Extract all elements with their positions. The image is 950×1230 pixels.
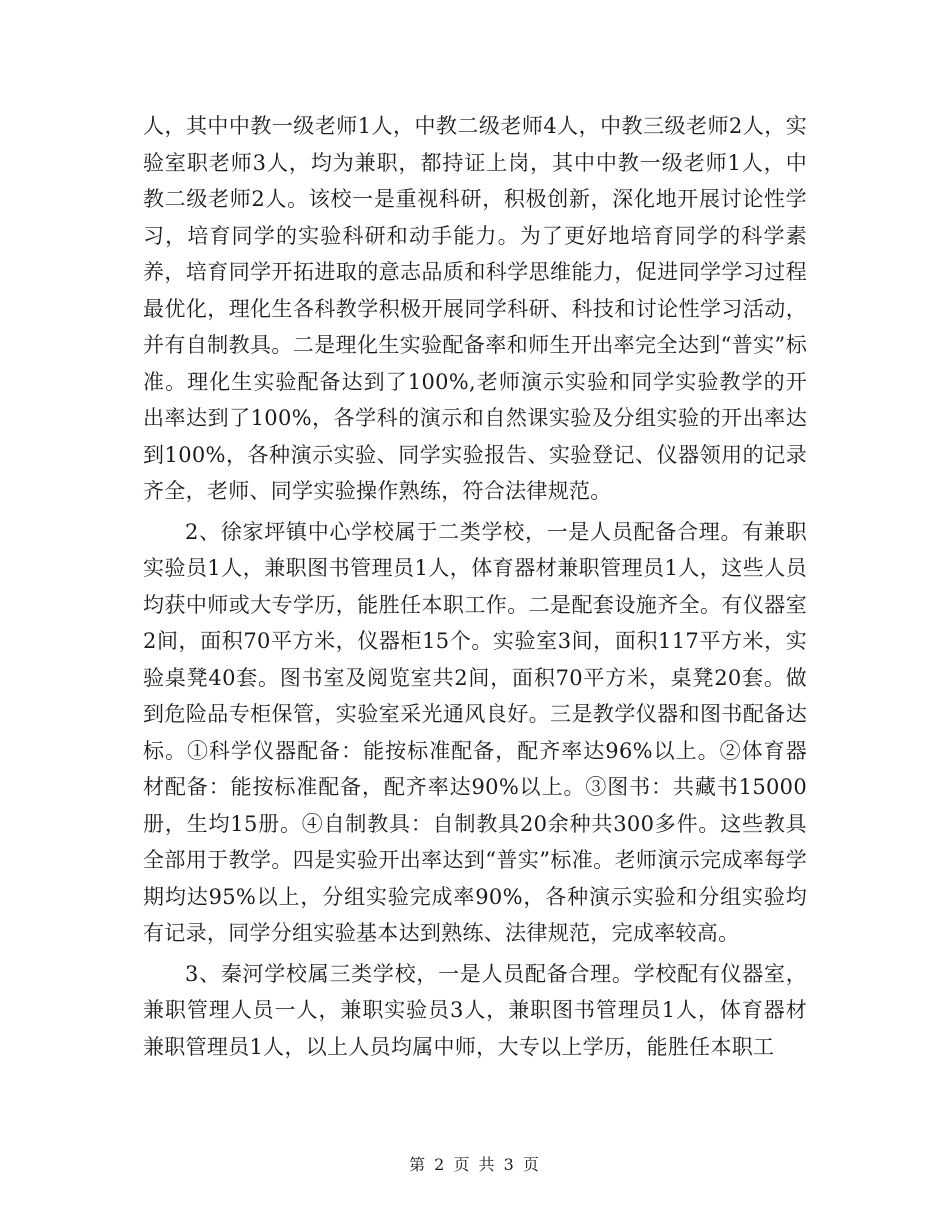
document-body [143, 108, 807, 1065]
paragraph-3: 3、秦河学校属三类学校，一是人员配备合理。学校配有仪器室，兼职管理人员一人，兼职实验员3人，兼职图书管理员1人，体育器材兼职管理员1人，以上人员均属中师，大专以上学历，能胜任本职工 [143, 961, 807, 1059]
paragraph-2: 2、徐家坪镇中心学校属于二类学校，一是人员配备合理。有兼职实验员1人，兼职图书管理员1人，体育器材兼职管理员1人，这些人员均获中师或大专学历，能胜任本职工作。二是配套设施齐全。有仪器室2间，面积70平方米，仪器柜15个。实验室3间，面积117平方米，实验桌凳40套。图书室及阅览室共2间，面积70平方米，桌凳20套。做到危险品专柜保管，实验室采光通风良好。三是教学仪器和图书配备达标。①科学仪器配备：能按标准配备，配齐率达96%以上。②体育器材配备：能按标准配备，配齐率达90%以上。③图书：共藏书15000册，生均15册。④自制教具：自制教具20余种共300多件。这些教具全部用于教学。四是实验开出率达到“普实”标准。老师演示完成率每学期均达95%以上，分组实验完成率90%，各种演示实验和分组实验均有记录，同学分组实验基本达到熟练、法律规范，完成率较高。 [143, 519, 807, 945]
page-footer: 第 2 页 共 3 页 [409, 1155, 541, 1174]
paragraph-1: 人，其中中教一级老师1人，中教二级老师4人，中教三级老师2人，实验室职老师3人，均为兼职，都持证上岗，其中中教一级老师1人，中教二级老师2人。该校一是重视科研，积极创新，深化地开展讨论性学习，培育同学的实验科研和动手能力。为了更好地培育同学的科学素养，培育同学开拓进取的意志品质和科学思维能力，促进同学学习过程最优化，理化生各科教学积极开展同学科研、科技和讨论性学习活动，并有自制教具。二是理化生实验配备率和师生开出率完全达到“普实”标准。理化生实验配备达到了100%,老师演示实验和同学实验教学的开出率达到了100%，各学科的演示和自然课实验及分组实验的开出率达到100%，各种演示实验、同学实验报告、实验登记、仪器领用的记录齐全，老师、同学实验操作熟练，符合法律规范。 [143, 114, 807, 503]
